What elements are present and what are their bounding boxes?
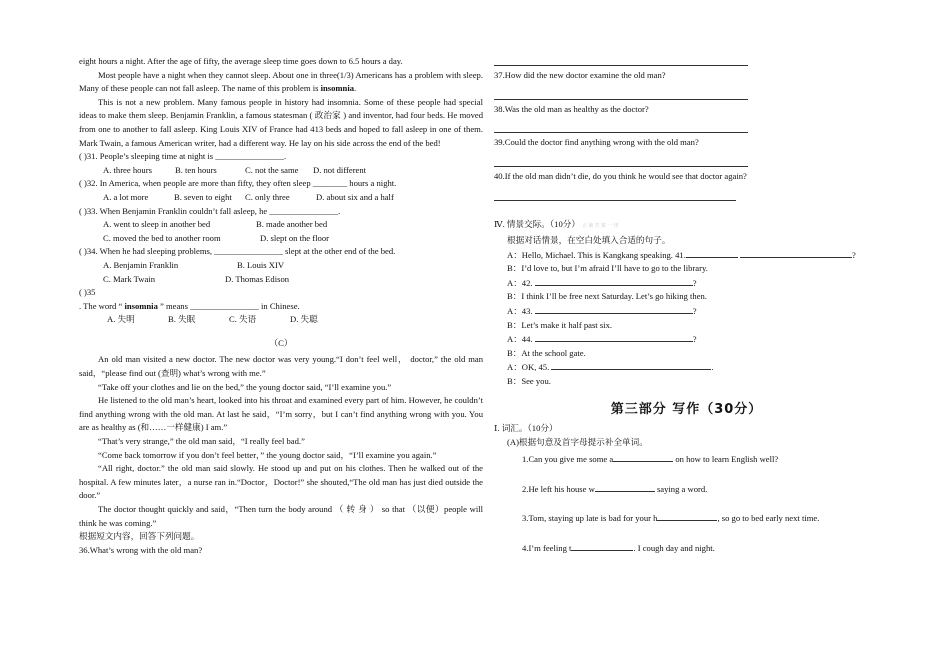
vocab-title: Ⅰ. 词汇。（10分） [494,423,558,434]
section-4-title: Ⅳ. 情景交际。（10分） 正 确 答 案 一 律 [494,219,619,230]
dialogue-line-b1: B：I’d love to, but I’m afraid I’ll have to go to the library. [507,263,708,274]
question-35-options: A. 失明 B. 失眠 C. 失语 D. 失聪 [107,314,318,325]
answer-instructions: 根据短文内容，回答下列问题。 [79,531,200,542]
vocab-item-4: 4.I’m feeling t . I cough day and night. [522,543,715,554]
blank-41a[interactable] [686,248,738,258]
passage-b-para-3: This is not a new problem. Many famous people in history had insomnia. Some of these people had special ideas to make them sleep. Benjamin Franklin, a famous statesman ( 政治家 ) and inventor, had four beds. He moved from one to another to fall asleep. King Louis XIV of France had 413 beds and hoped to fall asleep in one of them. Mark Twain, a famous American writer, had a different way. He lay on his side across the end of the bed! [79,96,483,148]
part-3-title: 第三部分 写作（30分） [610,401,763,417]
answer-line-40[interactable] [494,200,736,201]
question-37: 37.How did the new doctor examine the old man? [494,70,666,80]
vocab-item-1: 1.Can you give me some a on how to learn English well? [522,454,779,465]
question-31-options: A. three hours B. ten hours C. not the same D. not different [103,164,367,175]
section-c-heading: （C） [269,337,293,348]
passage-c-para-3: He listened to the old man’s heart, looked into his throat and examined every part of him. However, he couldn’t find anything wrong with the old man. At last he said，“I’m sorry，but I can’t find anything wrong with you. You are as healthy as (和……一样健康) I am.” [79,395,483,433]
passage-b-para-2: Most people have a night when they cannot sleep. About one in three(1/3) Americans has a problem with sleep. Many of these people can not fall asleep. The name of this problem is insomnia. [79,69,483,94]
passage-c-para-2: “Take off your clothes and lie on the bed,” the young doctor said, “I’ll examine you.” [98,381,392,392]
dialogue-line-44: A：44. ? [507,334,697,345]
right-column [494,54,879,556]
question-34-options-2: C. Mark Twain D. Thomas Edison [103,273,290,284]
blank-43[interactable] [535,304,693,314]
question-39: 39.Could the doctor find anything wrong with the old man? [494,137,699,148]
blank-45[interactable] [551,360,711,370]
answer-line-36[interactable] [494,65,748,66]
vocab-item-3: 3.Tom, staying up late is bad for your h , so go to bed early next time. [522,513,820,524]
dialogue-line-b2: B：I think I’ll be free next Saturday. Let’s go hiking then. [507,291,707,302]
question-40: 40.If the old man didn’t die, do you think he would see that doctor again? [494,170,747,181]
passage-c-para-4: “That’s very strange,” the old man said，“I really feel bad.” [98,436,305,447]
dialogue-line-41: A：Hello, Michael. This is Kangkang speaking. 41. ? [507,249,856,260]
vocab-blank-4[interactable] [571,541,633,551]
blank-44[interactable] [535,332,693,342]
question-31: ( )31. People’s sleeping time at night is ________________. [79,151,287,162]
dialogue-line-45: A：OK, 45. . [507,362,714,373]
passage-c-para-5: “Come back tomorrow if you don’t feel better，” the young doctor said，“I’ll examine you again.” [98,449,437,460]
answer-line-38[interactable] [494,132,748,133]
section-4-instructions: 根据对话情景，在空白处填入合适的句子。 [507,234,671,245]
blank-42[interactable] [535,276,693,286]
blank-41b[interactable] [740,248,852,258]
dialogue-line-b3: B：Let’s make it half past six. [507,319,613,330]
question-33: ( )33. When Benjamin Franklin couldn’t fall asleep, he ________________. [79,205,341,216]
left-column [79,54,483,557]
vocab-blank-2[interactable] [595,482,655,492]
question-33-options-2: C. moved the bed to another room D. slept on the floor [103,232,329,243]
question-34: ( )34. When he had sleeping problems, ________________ slept at the other end of the bed. [79,246,396,257]
question-35: . The word “ insomnia ” means ________________ in Chinese. [79,300,300,311]
vocab-blank-1[interactable] [613,452,673,462]
dialogue-line-b4: B：At the school gate. [507,347,586,358]
vocab-item-2: 2.He left his house w saying a word. [522,483,708,494]
answer-line-37[interactable] [494,99,748,100]
question-33-options-1: A. went to sleep in another bed B. made another bed [103,219,328,230]
passage-c-para-1: An old man visited a new doctor. The new doctor was very young.“I don’t feel well， doctor,” the old man said，“please find out (查明) what’s wrong with me.” [79,354,483,379]
passage-b-para-1: eight hours a night. After the age of fifty, the average sleep time goes down to 6.5 hours a day. [79,56,403,66]
question-38: 38.Was the old man as healthy as the doctor? [494,103,649,114]
vocab-instructions: (A)根据句意及首字母提示补全单词。 [507,436,648,447]
dialogue-line-42: A：42. ? [507,277,697,288]
question-36: 36.What’s wrong with the old man? [79,544,203,555]
vocab-blank-3[interactable] [657,511,717,521]
dialogue-line-43: A：43. ? [507,305,697,316]
question-32-options: A. a lot more B. seven to eight C. only three D. about six and a half [103,191,394,202]
passage-c-para-7: The doctor thought quickly and said，“Then turn the body around （ 转 身 ） so that （以便）people will think he was coming.” [79,504,483,528]
question-35-number: ( )35 [79,287,96,298]
question-32: ( )32. In America, when people are more than fifty, they often sleep ________ hours a night. [79,178,397,189]
question-34-options-1: A. Benjamin Franklin B. Louis XIV [103,259,285,270]
passage-c-para-6: “All right, doctor.” the old man said slowly. He stood up and put on his clothes. Then he walked out of the hospital. A few minutes later，a nurse ran in.“Doctor，Doctor!” she shouted,“The old man has just died outside the door.” [79,463,483,501]
dialogue-line-b5: B：See you. [507,375,551,386]
answer-line-39[interactable] [494,166,748,167]
dialogue [494,248,879,389]
